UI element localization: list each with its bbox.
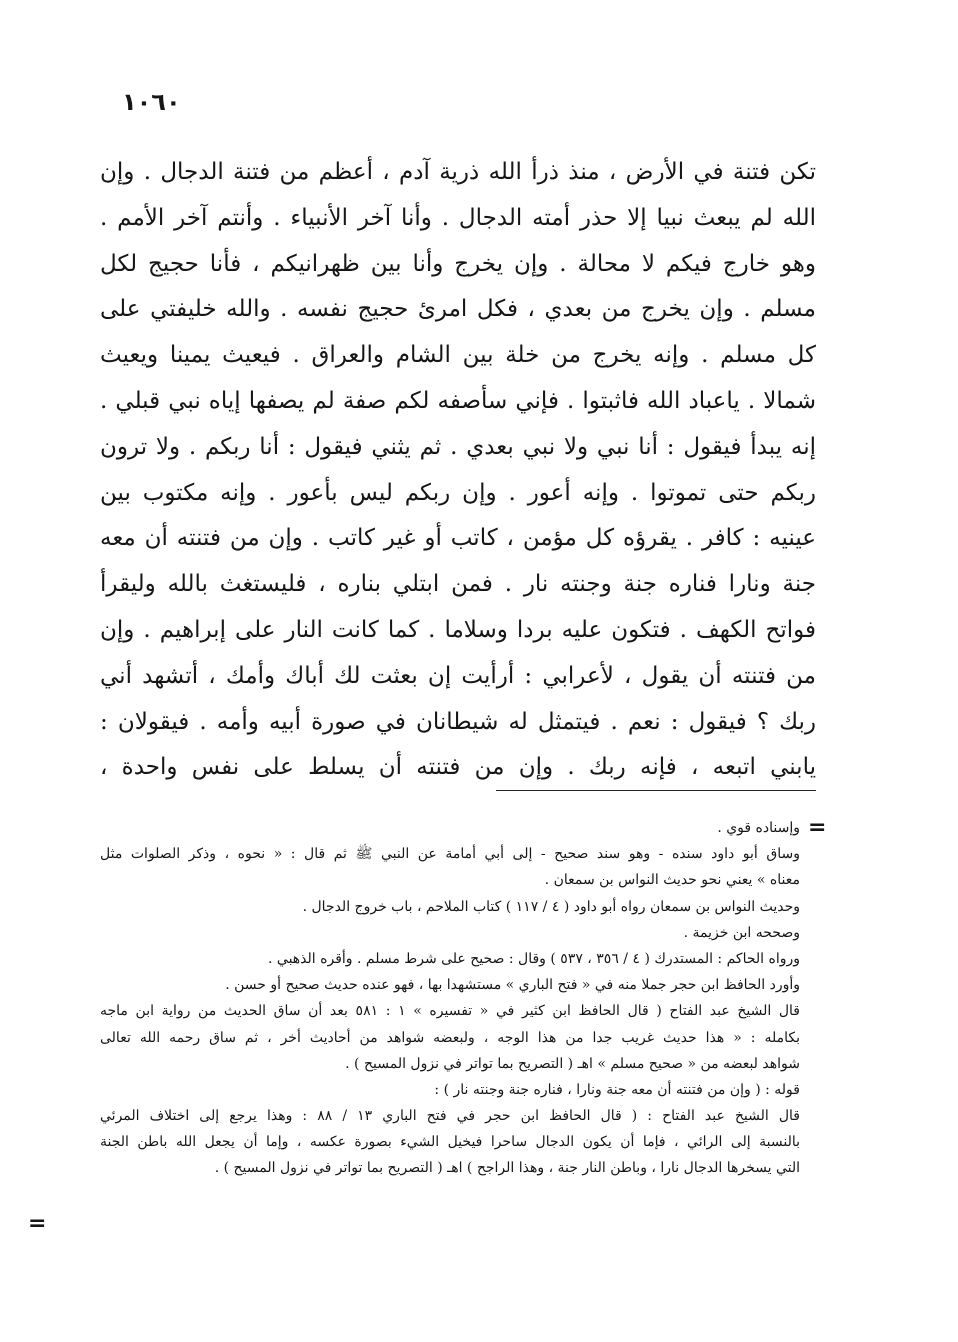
- footnote-line: التي يسخرها الدجال نارا ، وباطن النار جنة ، وهذا الراجح ) اهـ ( التصريح بما تواتر في نزول المسيح ) .: [214, 1160, 800, 1177]
- footnote-line: قال الشيخ عبد الفتاح : ( قال الحافظ ابن حجر في فتح الباري ١٣ / ٨٨ : وهذا يرجع إلى اختلاف المرئي: [100, 1108, 800, 1125]
- footnotes: [100, 815, 800, 1182]
- footnote-line: معناه » يعني نحو حديث النواس بن سمعان .: [544, 872, 800, 889]
- body-line: الله لم يبعث نبيا إلا حذر أمته الدجال . وأنا آخر الأنبياء . وأنتم آخر الأمم .: [100, 204, 816, 231]
- body-line: عينيه : كافر . يقرؤه كل مؤمن ، كاتب أو غير كاتب . وإن من فتنته أن معه: [100, 525, 816, 552]
- body-line: ربكم حتى تموتوا . وإنه أعور . وإن ربكم ليس بأعور . وإنه مكتوب بين: [100, 479, 816, 506]
- body-line: كل مسلم . وإنه يخرج من خلة بين الشام والعراق . فيعيث يمينا ويعيث: [100, 342, 816, 369]
- body-line: تكن فتنة في الأرض ، منذ ذرأ الله ذرية آدم ، أعظم من فتنة الدجال . وإن: [100, 159, 816, 185]
- body-text: [100, 150, 816, 791]
- body-line: ربك ؟ فيقول : نعم . فيتمثل له شيطانان في صورة أبيه وأمه . فيقولان :: [100, 708, 816, 735]
- continuation-marker-bottom: =: [28, 1211, 47, 1236]
- body-line: جنة ونارا فناره جنة وجنته نار . فمن ابتلي بناره ، فليستغث بالله وليقرأ: [100, 571, 816, 598]
- body-line: يابني اتبعه ، فإنه ربك . وإن من فتنته أن يسلط على نفس واحدة ،: [100, 754, 816, 781]
- footnote-line: وحديث النواس بن سمعان رواه أبو داود ( ٤ / ١١٧ ) كتاب الملاحم ، باب خروج الدجال .: [302, 898, 800, 915]
- body-line: فواتح الكهف . فتكون عليه بردا وسلاما . كما كانت النار على إبراهيم . وإن: [100, 616, 816, 643]
- footnote-line: ورواه الحاكم : المستدرك ( ٤ / ٣٥٦ ، ٥٣٧ ) وقال : صحيح على شرط مسلم . وأقره الذهبي .: [268, 950, 800, 967]
- footnote-separator: [496, 790, 816, 791]
- body-line: من فتنته أن يقول ، لأعرابي : أرأيت إن بعثت لك أباك وأمك ، أتشهد أني: [100, 662, 816, 689]
- footnote-line: قال الشيخ عبد الفتاح ( قال الحافظ ابن كثير في « تفسيره » ١ : ٥٨١ بعد أن ساق الحديث من رواية ابن ماجه: [100, 1003, 800, 1020]
- footnote-line: شواهد لبعضه من « صحيح مسلم » اهـ ( التصريح بما تواتر في نزول المسيح ) .: [345, 1055, 800, 1072]
- footnote-line: بكامله : « هذا حديث غريب جدا من هذا الوجه ، ولبعضه شواهد من أحاديث أخر ، ثم ساق رحمه الله تعالى: [100, 1029, 800, 1046]
- page-number: ١٠٦٠: [122, 88, 181, 116]
- footnote-line: وساق أبو داود سنده - وهو سند صحيح - إلى أبي أمامة عن النبي ﷺ ثم قال : « نحوه ، وذكر الصلوات مثل: [100, 846, 800, 863]
- footnote-line: قوله : ( وإن من فتنته أن معه جنة ونارا ، فناره جنة وجنته نار ) :: [434, 1081, 800, 1098]
- body-line: إنه يبدأ فيقول : أنا نبي ولا نبي بعدي . ثم يثني فيقول : أنا ربكم . ولا ترون: [100, 433, 816, 460]
- body-line: وهو خارج فيكم لا محالة . وإن يخرج وأنا بين ظهرانيكم ، فأنا حجيج لكل: [100, 250, 816, 277]
- continuation-marker-top: =: [808, 815, 827, 840]
- body-line: مسلم . وإن يخرج من بعدي ، فكل امرئ حجيج نفسه . والله خليفتي على: [100, 296, 816, 323]
- footnote-line: وأورد الحافظ ابن حجر جملا منه في « فتح الباري » مستشهدا بها ، فهو عنده حديث صحيح أو حسن .: [225, 977, 800, 994]
- body-line: شمالا . ياعباد الله فاثبتوا . فإني سأصفه لكم صفة لم يصفها إياه نبي قبلي .: [100, 387, 816, 414]
- footnote-line: وصححه ابن خزيمة .: [683, 924, 800, 941]
- footnote-line: وإسناده قوي .: [717, 820, 800, 836]
- footnote-line: بالنسبة إلى الرائي ، فإما أن يكون الدجال ساحرا فيخيل الشيء بصورة عكسه ، وإما أن يجعل الله باطن الجنة: [100, 1134, 800, 1151]
